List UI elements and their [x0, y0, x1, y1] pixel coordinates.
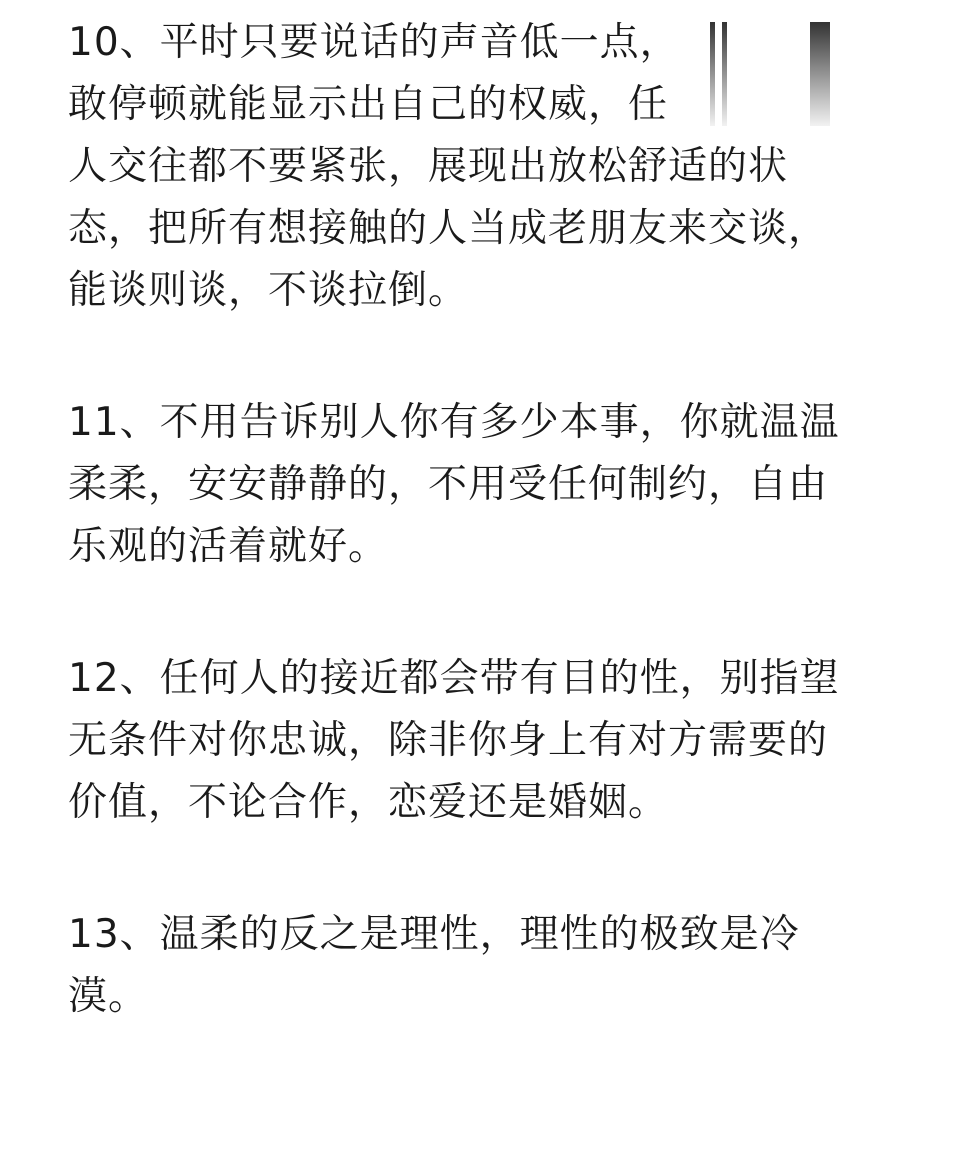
paragraph-13	[68, 904, 928, 1028]
paragraph-11	[68, 392, 928, 578]
text-line: 11、不用告诉别人你有多少本事，你就温温	[68, 400, 840, 445]
text-line: 能谈则谈，不谈拉倒。	[68, 268, 469, 313]
redaction-mark	[810, 22, 830, 126]
text-line: 敢停顿就能显示出自己的权威，任	[68, 82, 669, 127]
text-line: 人交往都不要紧张，展现出放松舒适的状	[68, 144, 789, 189]
redaction-mark	[722, 22, 727, 126]
text-line: 乐观的活着就好。	[68, 524, 389, 569]
text-line: 价值，不论合作，恋爱还是婚姻。	[68, 780, 669, 825]
text-line: 态，把所有想接触的人当成老朋友来交谈，	[68, 206, 829, 251]
article-body	[68, 12, 928, 1098]
text-line: 12、任何人的接近都会带有目的性，别指望	[68, 656, 840, 701]
paragraph-12	[68, 648, 928, 834]
text-line: 柔柔，安安静静的，不用受任何制约，自由	[68, 462, 829, 507]
text-line: 13、温柔的反之是理性，理性的极致是冷	[68, 912, 800, 957]
redaction-mark	[710, 22, 715, 126]
text-line: 无条件对你忠诚，除非你身上有对方需要的	[68, 718, 829, 763]
redaction-overlay	[706, 22, 886, 132]
text-line: 10、平时只要说话的声音低一点，	[68, 20, 680, 65]
text-line: 漠。	[68, 974, 149, 1019]
